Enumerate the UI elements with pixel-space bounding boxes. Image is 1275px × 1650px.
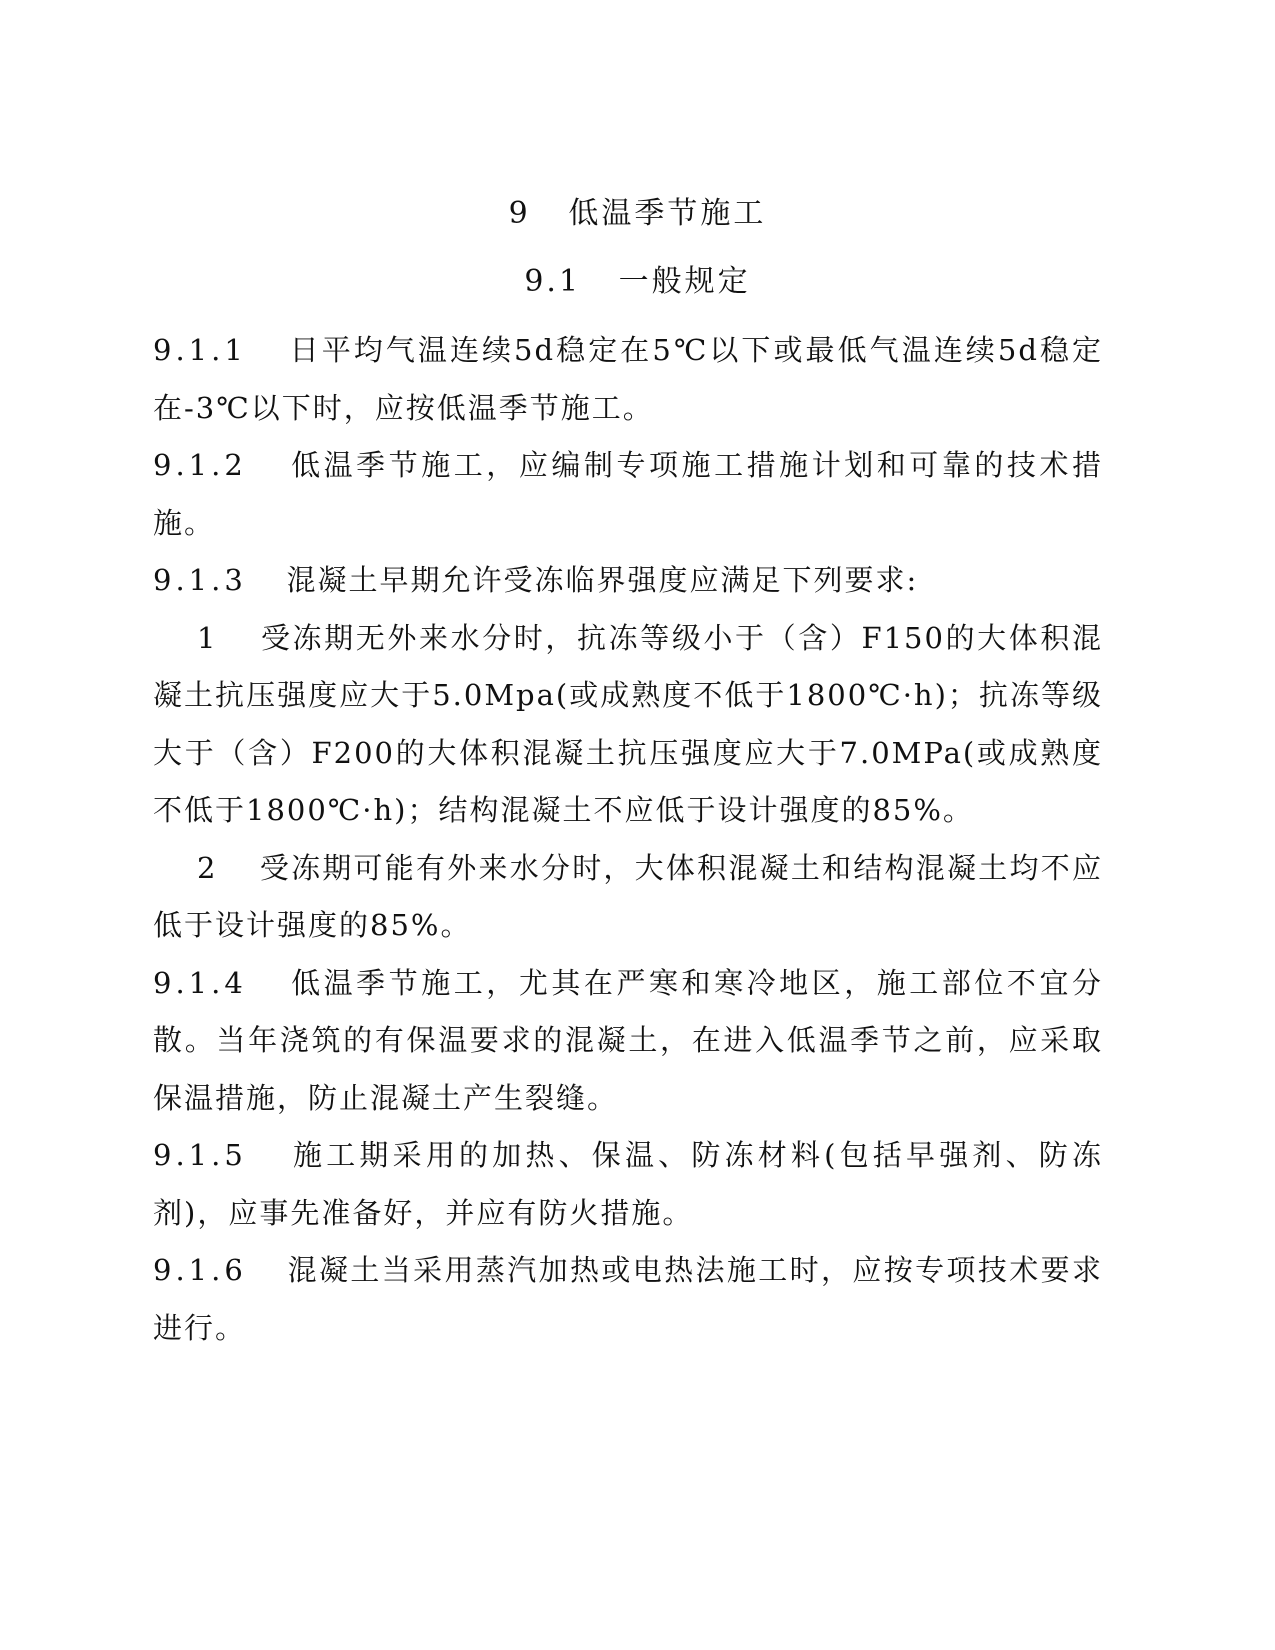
clause-number: 9.1.3 <box>153 563 247 597</box>
clause-number: 9.1.2 <box>153 448 247 482</box>
clause-number: 9.1.5 <box>153 1138 247 1172</box>
chapter-heading <box>0 188 1275 232</box>
clause-9-1-2 <box>153 437 1103 552</box>
chapter-title: 低温季节施工 <box>568 196 767 231</box>
clause-9-1-3-item-2 <box>153 840 1103 955</box>
item-text: 受冻期可能有外来水分时，大体积混凝土和结构混凝土均不应低于设计强度的85%。 <box>153 850 1103 942</box>
clause-9-1-6 <box>153 1242 1103 1357</box>
clause-text: 低温季节施工，尤其在严寒和寒冷地区，施工部位不宜分散。当年浇筑的有保温要求的混凝土，在进入低温季节之前，应采取保温措施，防止混凝土产生裂缝。 <box>153 965 1103 1115</box>
chapter-number: 9 <box>508 196 531 231</box>
clause-number: 9.1.1 <box>153 333 247 367</box>
clause-text: 施工期采用的加热、保温、防冻材料(包括早强剂、防冻剂)，应事先准备好，并应有防火措施。 <box>153 1138 1104 1230</box>
clause-text: 混凝土当采用蒸汽加热或电热法施工时，应按专项技术要求进行。 <box>153 1253 1103 1345</box>
clause-text: 日平均气温连续5d稳定在5℃以下或最低气温连续5d稳定在-3℃以下时，应按低温季节施工。 <box>153 333 1104 425</box>
section-title: 一般规定 <box>618 264 751 299</box>
clause-9-1-5 <box>153 1127 1103 1242</box>
clause-text: 低温季节施工，应编制专项施工措施计划和可靠的技术措施。 <box>153 448 1103 540</box>
clause-number: 9.1.4 <box>153 965 247 1000</box>
section-heading <box>0 256 1275 300</box>
clause-9-1-3 <box>153 552 1103 610</box>
item-number: 2 <box>197 850 220 885</box>
clause-text: 混凝土早期允许受冻临界强度应满足下列要求: <box>286 563 919 597</box>
document-body <box>153 322 1103 1357</box>
item-text: 受冻期无外来水分时，抗冻等级小于（含）F150的大体积混凝土抗压强度应大于5.0Mpa(或成熟度不低于1800℃·h)；抗冻等级大于（含）F200的大体积混凝土抗压强度应大于7.0MPa(或成熟度不低于1800℃·h)；结构混凝土不应低于设计强度的85%。 <box>153 620 1103 827</box>
clause-9-1-4 <box>153 955 1103 1128</box>
clause-9-1-3-item-1 <box>153 610 1103 840</box>
item-number: 1 <box>197 620 220 655</box>
clause-9-1-1 <box>153 322 1103 437</box>
section-number: 9.1 <box>524 264 582 299</box>
clause-number: 9.1.6 <box>153 1253 247 1287</box>
